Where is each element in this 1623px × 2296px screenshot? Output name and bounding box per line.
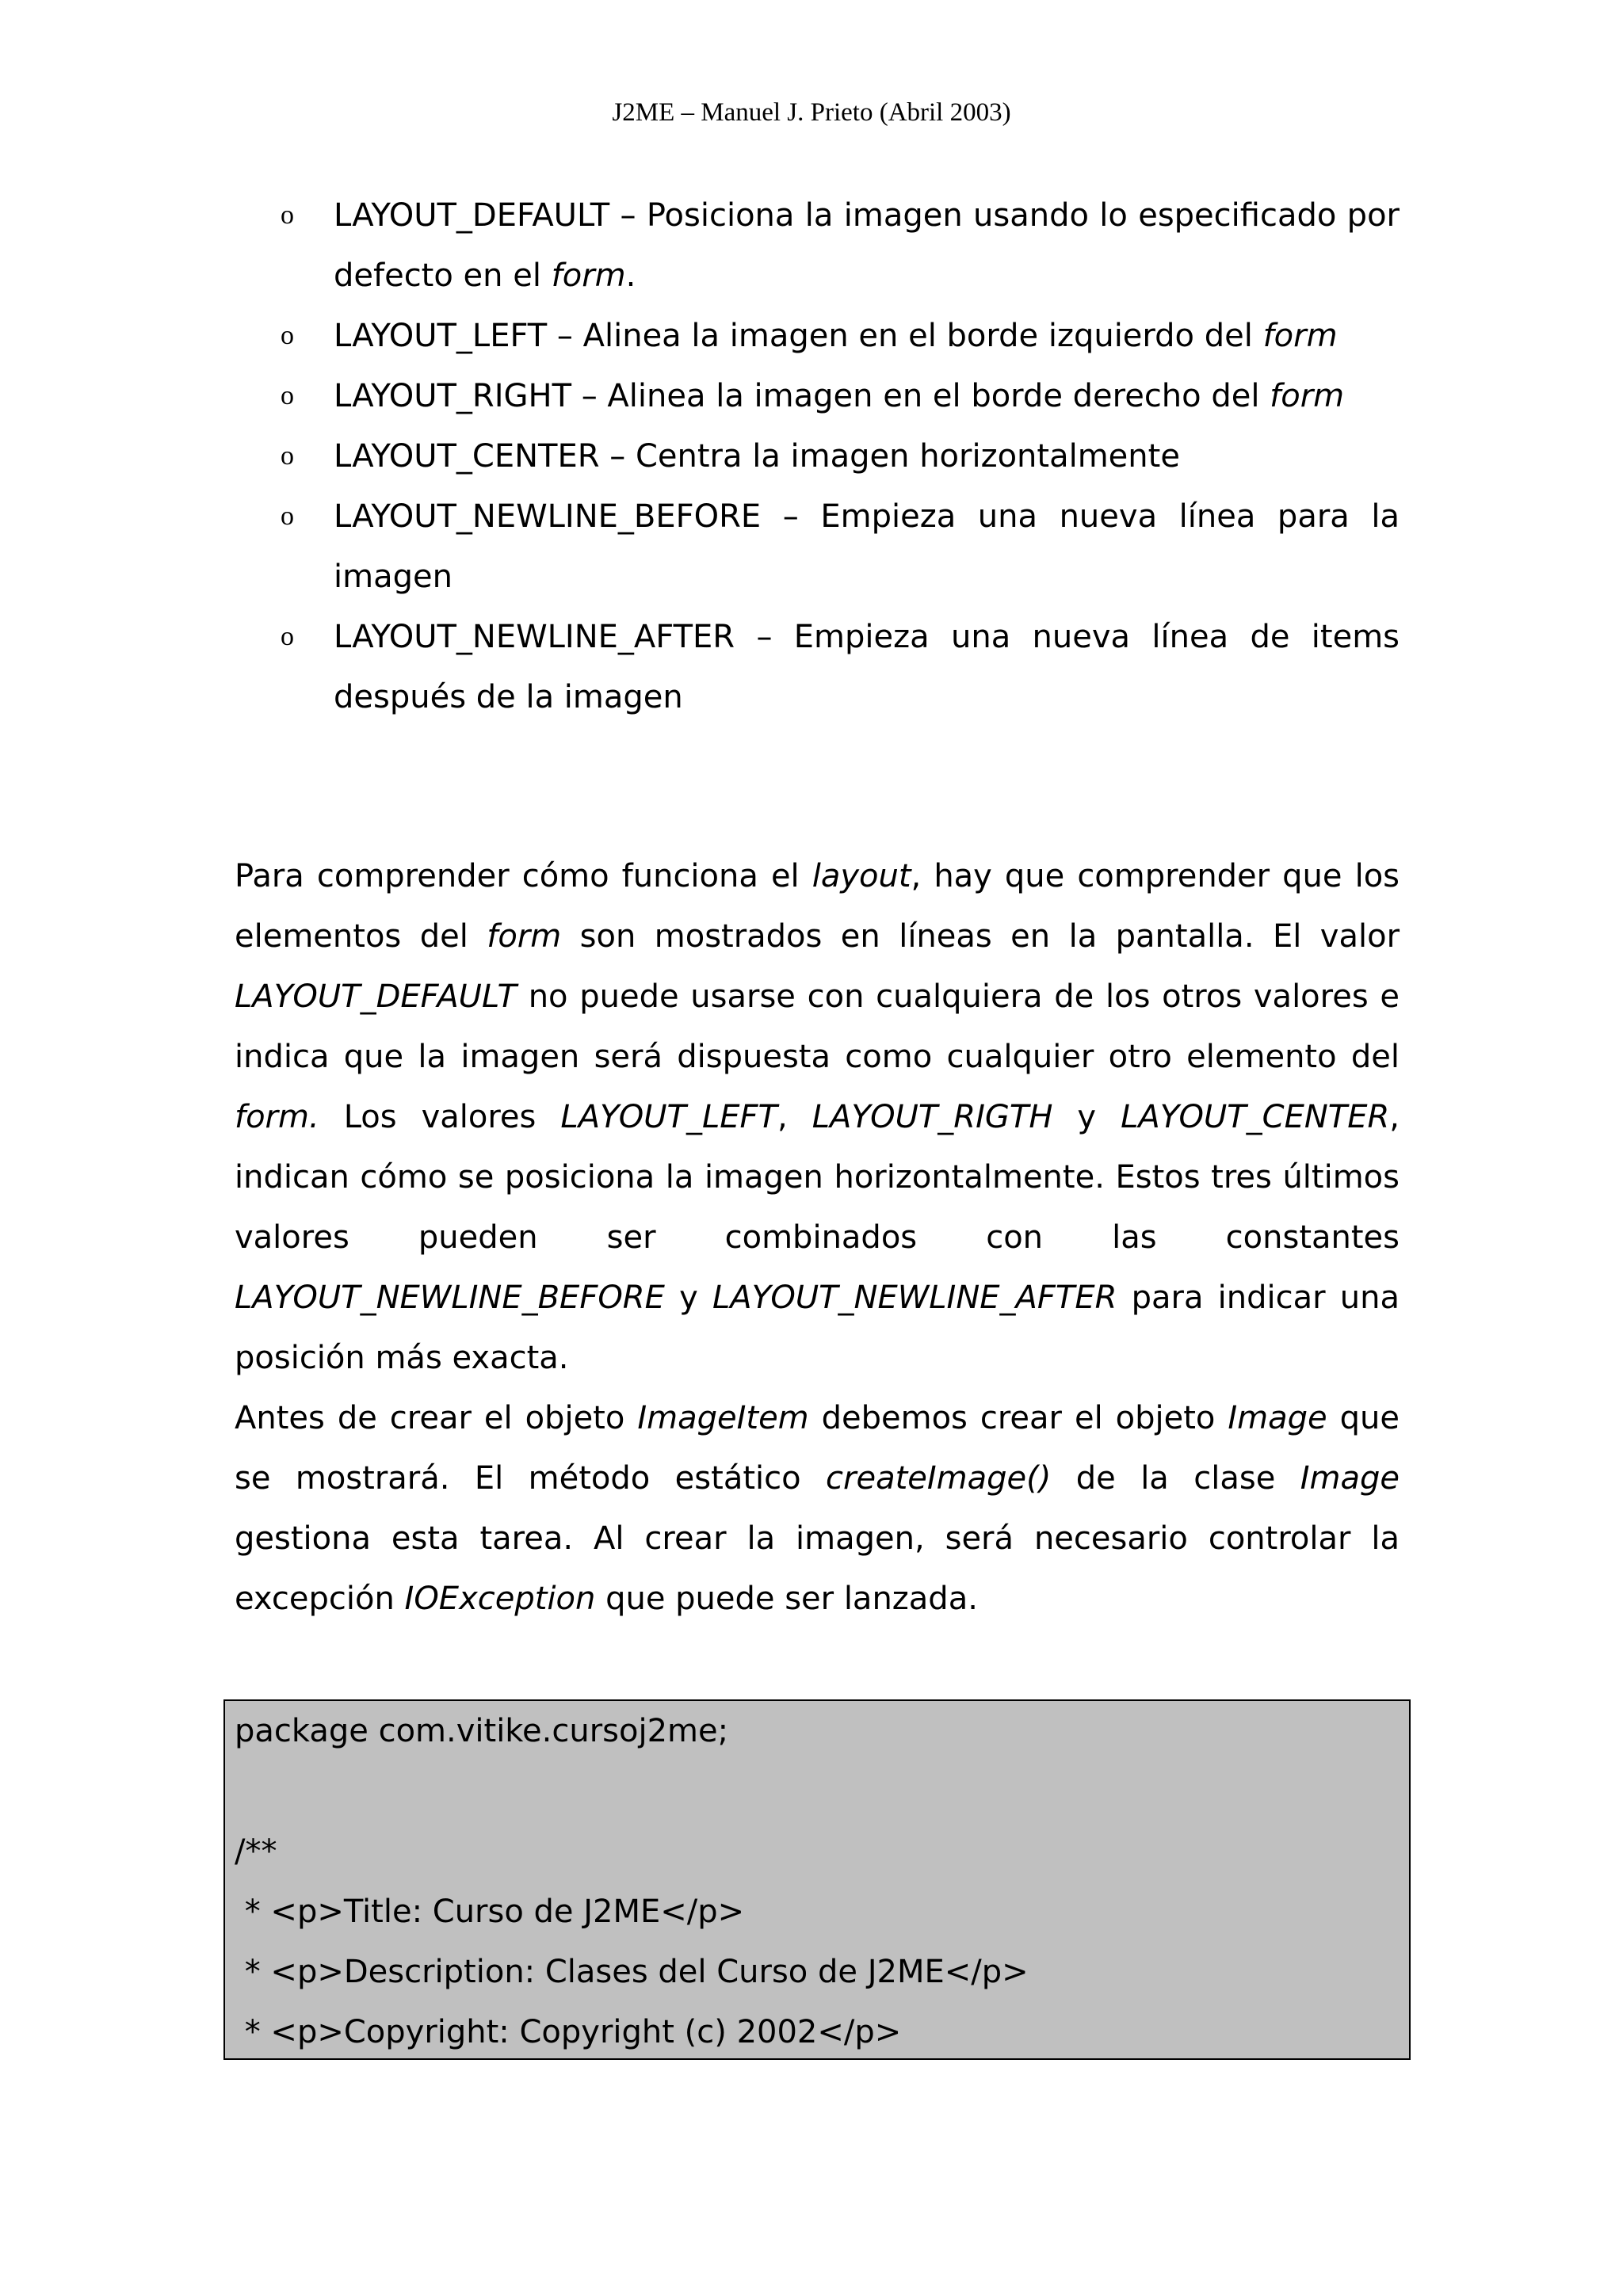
bullet-marker: o [281, 321, 294, 350]
code-line: * <p>Description: Clases del Curso de J2ME</p> [235, 1954, 1029, 1990]
list-item-text: LAYOUT_DEFAULT – Posiciona la imagen usando lo especificado por defecto en el form. [334, 197, 1400, 294]
list-item [0, 366, 1400, 426]
page-header: J2ME – Manuel J. Prieto (Abril 2003) [612, 98, 1011, 127]
code-line: /** [235, 1833, 277, 1870]
layout-explanation-paragraph: Para comprender cómo funciona el layout, hay que comprender que los elementos del form son mostrados en líneas en la pantalla. El valor LAYOUT_DEFAULT no puede usarse con cualquiera de los otros valores e indica que la imagen será dispuesta como cualquier otro elemento del form. Los valores LAYOUT_LEFT, LAYOUT_RIGTH y LAYOUT_CENTER, indican cómo se posiciona la imagen horizontalmente. Estos tres últimos valores pueden ser combinados con las constantes LAYOUT_NEWLINE_BEFORE y LAYOUT_NEWLINE_AFTER para indicar una posición más exacta. [235, 858, 1400, 1376]
bullet-marker: o [281, 622, 294, 651]
bullet-marker: o [281, 502, 294, 531]
list-item [0, 607, 1400, 727]
list-item-text: LAYOUT_CENTER – Centra la imagen horizontalmente [334, 438, 1180, 475]
list-item-text: LAYOUT_NEWLINE_AFTER – Empieza una nueva línea de items después de la imagen [334, 619, 1400, 715]
list-item-text: LAYOUT_LEFT – Alinea la imagen en el borde izquierdo del form [334, 318, 1338, 354]
code-line [235, 1761, 1409, 1821]
list-item [0, 486, 1400, 607]
bullet-marker: o [281, 200, 294, 230]
list-item [0, 306, 1400, 366]
list-item-text: LAYOUT_NEWLINE_BEFORE – Empieza una nueva línea para la imagen [334, 498, 1400, 595]
bullet-marker: o [281, 441, 294, 471]
list-item-text: LAYOUT_RIGHT – Alinea la imagen en el borde derecho del form [334, 378, 1345, 414]
list-item [0, 185, 1400, 306]
bullet-marker: o [281, 381, 294, 410]
list-item [0, 426, 1400, 486]
code-line: package com.vitike.cursoj2me; [235, 1713, 729, 1749]
code-line: * <p>Copyright: Copyright (c) 2002</p> [235, 2014, 902, 2050]
image-creation-paragraph: Antes de crear el objeto ImageItem debemos crear el objeto Image que se mostrará. El método estático createImage() de la clase Image gestiona esta tarea. Al crear la imagen, será necesario controlar la excepción IOException que puede ser lanzada. [235, 1400, 1400, 1617]
layout-options-list [0, 185, 1400, 727]
code-line: * <p>Title: Curso de J2ME</p> [235, 1894, 745, 1930]
code-block [223, 1699, 1411, 2060]
